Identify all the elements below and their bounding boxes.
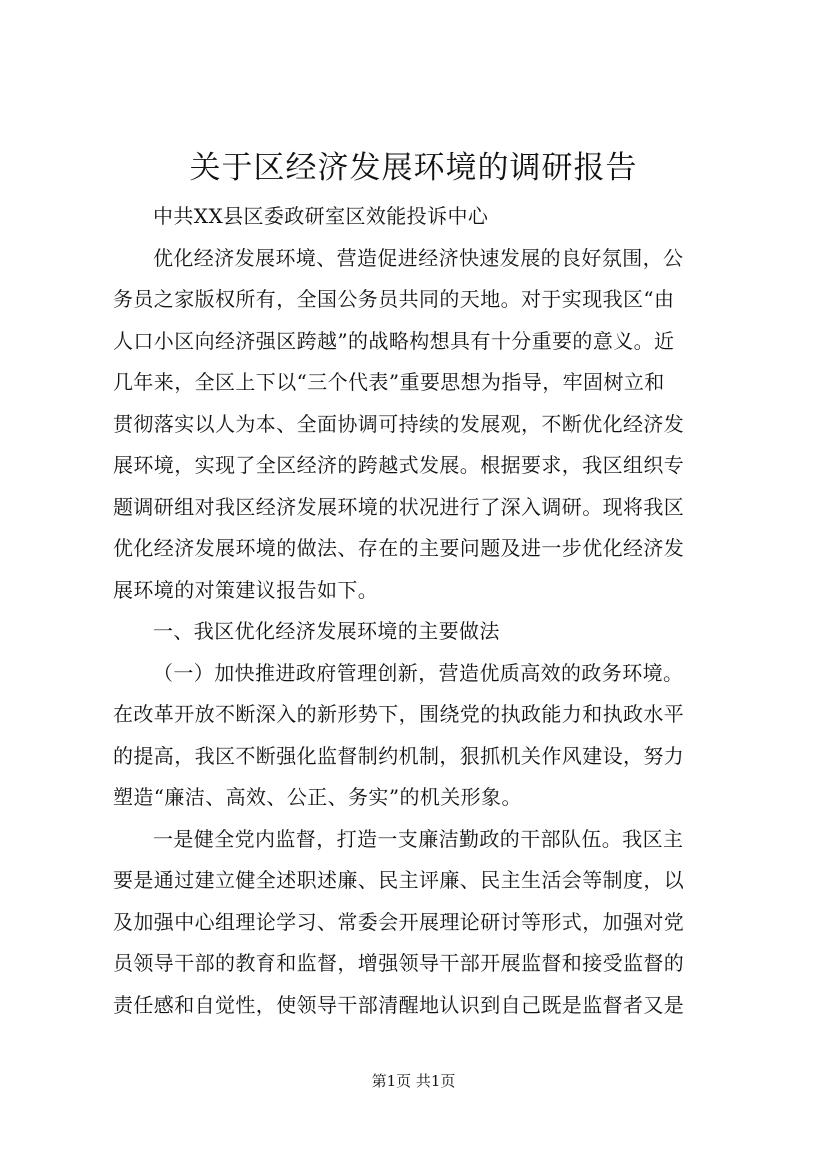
paragraph-line: 在改革开放不断深入的新形势下，围绕党的执政能力和执政水平 <box>113 702 685 726</box>
paragraph-line: 人口小区向经济强区跨越”的战略构想具有十分重要的意义。近 <box>113 328 675 353</box>
document-body <box>113 196 737 1026</box>
paragraph-line: 的提高，我区不断强化监督制约机制，狠抓机关作风建设，努力 <box>113 743 685 768</box>
author-line: 中共XX县区委政研室区效能投诉中心 <box>153 204 489 228</box>
paragraph-line: 责任感和自觉性，使领导干部清醒地认识到自己既是监督者又是 <box>113 992 685 1017</box>
paragraph-line: 及加强中心组理论学习、常委会开展理论研讨等形式，加强对党 <box>113 909 685 934</box>
document-title: 关于区经济发展环境的调研报告 <box>189 150 638 186</box>
paragraph-line: 优化经济发展环境的做法、存在的主要问题及进一步优化经济发 <box>113 536 685 560</box>
paragraph-line: 要是通过建立健全述职述廉、民主评廉、民主生活会等制度，以 <box>113 868 685 892</box>
section-heading: 一、我区优化经济发展环境的主要做法 <box>153 619 500 643</box>
paragraph-line: 优化经济发展环境、营造促进经济快速发展的良好氛围，公 <box>153 245 684 270</box>
subsection-heading: （一）加快推进政府管理创新，营造优质高效的政务环境。 <box>153 660 684 685</box>
page-footer: 第1页 共1页 <box>371 1072 456 1090</box>
paragraph-line: 塑造“廉洁、高效、公正、务实”的机关形象。 <box>113 785 522 809</box>
paragraph-line: 贯彻落实以人为本、全面协调可持续的发展观，不断优化经济发 <box>113 411 685 436</box>
paragraph-line: 员领导干部的教育和监督，增强领导干部开展监督和接受监督的 <box>113 951 685 975</box>
paragraph-line: 题调研组对我区经济发展环境的状况进行了深入调研。现将我区 <box>113 494 685 519</box>
paragraph-line: 务员之家版权所有，全国公务员共同的天地。对于实现我区“由 <box>113 287 675 311</box>
paragraph-line: 展环境的对策建议报告如下。 <box>113 577 379 602</box>
paragraph-line: 几年来，全区上下以“三个代表”重要思想为指导，牢固树立和 <box>113 370 665 394</box>
paragraph-line: 展环境，实现了全区经济的跨越式发展。根据要求，我区组织专 <box>113 453 685 477</box>
paragraph-line: 一是健全党内监督，打造一支廉洁勤政的干部队伍。我区主 <box>153 826 684 851</box>
